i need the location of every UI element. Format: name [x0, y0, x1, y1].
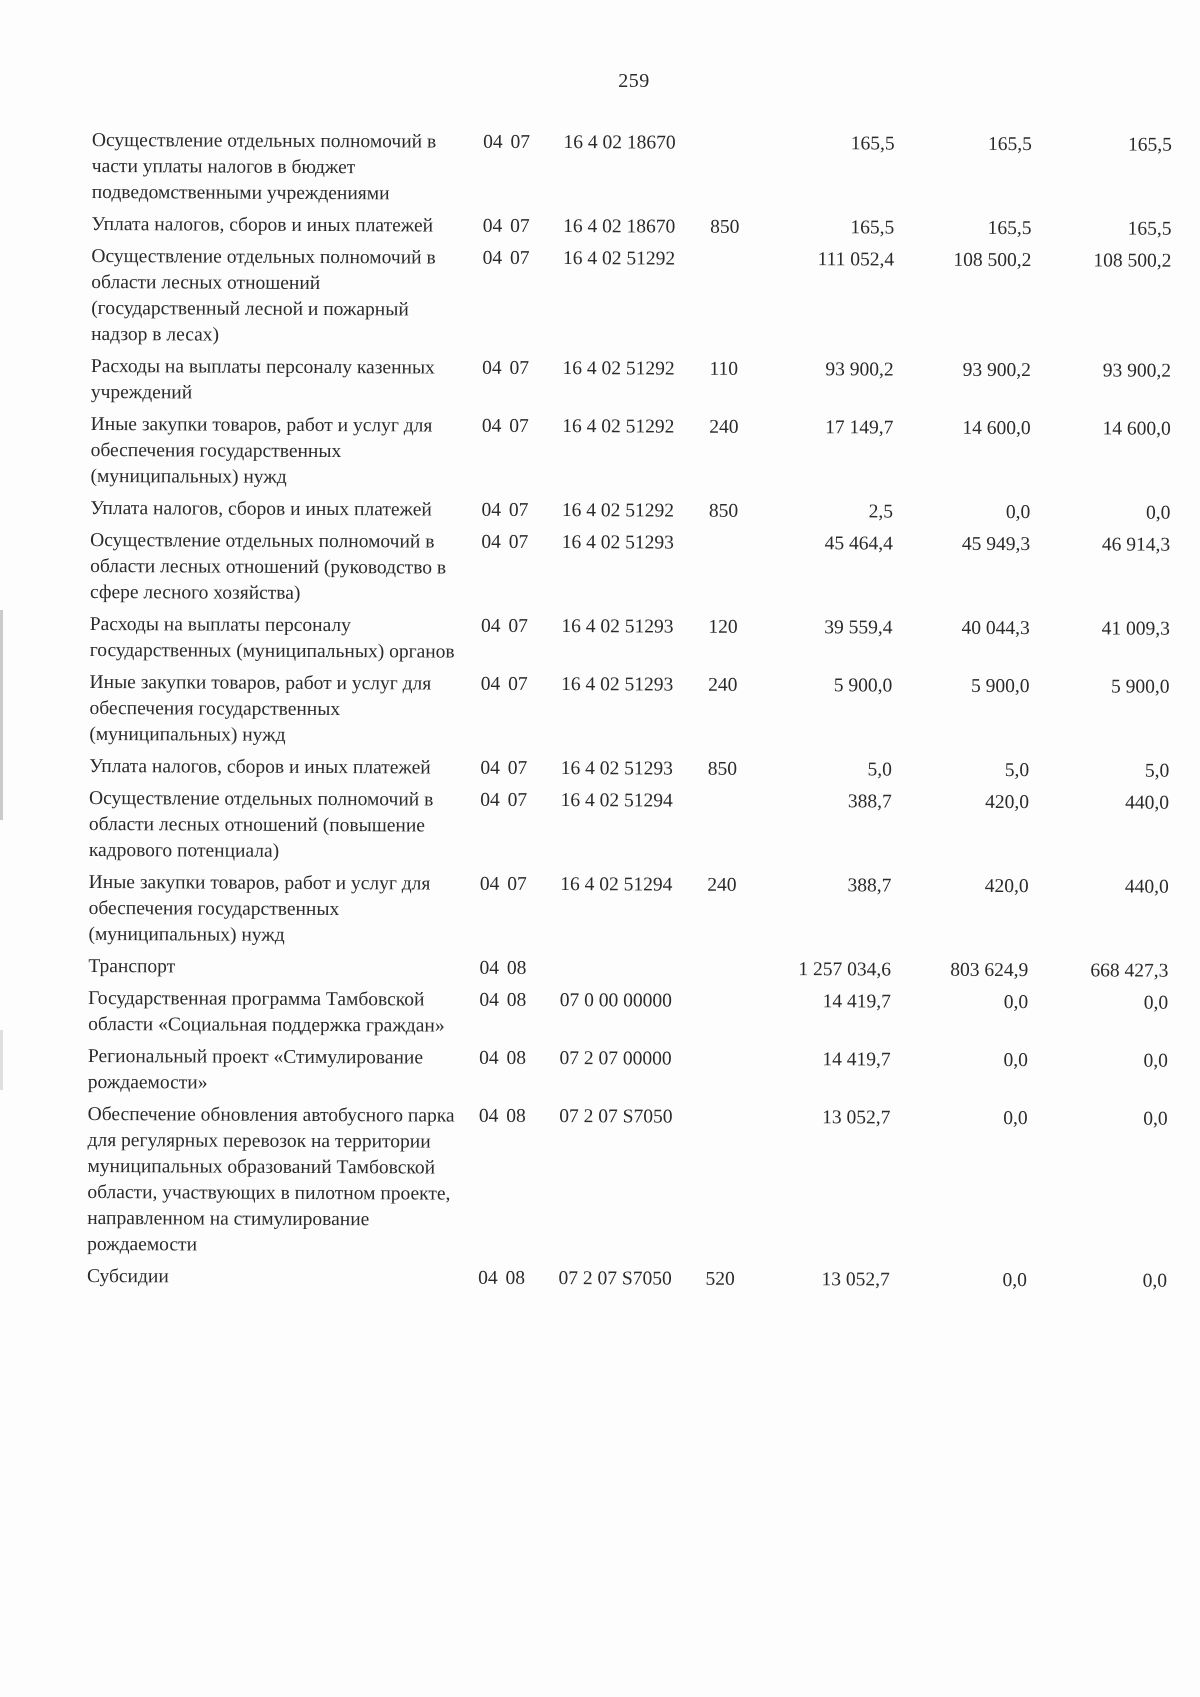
- section-code: 04 07: [482, 215, 530, 237]
- target-article-code: 16 4 02 51292: [562, 248, 676, 270]
- amount-year-1: 39 559,4: [824, 617, 893, 639]
- expense-type-code: 240: [709, 416, 739, 438]
- expense-name: Осуществление отдельных полномочий в области лесных отношений (государственный лесной и пожарный надзор в лесах): [91, 245, 436, 346]
- target-article-code: 16 4 02 51294: [560, 874, 673, 896]
- amount-year-2: 0,0: [1002, 1269, 1027, 1292]
- expense-type-code: 240: [707, 874, 737, 896]
- amount-year-1: 1 257 034,6: [798, 959, 892, 981]
- table-row: [88, 870, 1168, 959]
- target-article-code: 07 0 00 00000: [559, 990, 672, 1012]
- expense-name: Расходы на выплаты персоналу государственных (муниципальных) органов: [89, 613, 455, 663]
- table-row: [89, 670, 1169, 759]
- amount-year-3: 108 500,2: [1093, 250, 1172, 272]
- table-row: [90, 496, 1170, 533]
- amount-year-3: 0,0: [1145, 502, 1171, 524]
- amount-year-2: 93 900,2: [962, 359, 1031, 382]
- table-row: [92, 128, 1172, 217]
- target-article-code: 16 4 02 51293: [561, 532, 674, 554]
- amount-year-1: 388,7: [847, 791, 892, 813]
- budget-table: [87, 128, 1172, 1301]
- table-row: [91, 212, 1171, 249]
- section-code: 04 08: [478, 1105, 526, 1127]
- scan-edge-mark: [0, 1030, 3, 1090]
- expense-type-code: 520: [705, 1268, 735, 1290]
- amount-year-3: 165,5: [1128, 134, 1172, 156]
- amount-year-1: 14 419,7: [822, 1049, 891, 1071]
- amount-year-3: 0,0: [1142, 1270, 1168, 1292]
- table-row: [91, 354, 1171, 417]
- expense-name: Иные закупки товаров, работ и услуг для обеспечения государственных (муниципальных) нужд: [88, 871, 431, 946]
- expense-name: Иные закупки товаров, работ и услуг для обеспечения государственных (муниципальных) нужд: [89, 671, 432, 746]
- section-code: 04 07: [481, 415, 529, 437]
- expense-name: Осуществление отдельных полномочий в области лесных отношений (руководство в сфере лесного хозяйства): [89, 529, 447, 604]
- section-code: 04 08: [479, 1047, 527, 1069]
- scan-edge-mark: [0, 610, 3, 820]
- target-article-code: 07 2 07 00000: [559, 1048, 672, 1070]
- amount-year-2: 0,0: [1003, 1049, 1028, 1072]
- expense-name: Иные закупки товаров, работ и услуг для обеспечения государственных (муниципальных) нужд: [90, 413, 433, 488]
- section-code: 04 08: [479, 989, 527, 1011]
- target-article-code: 16 4 02 51293: [560, 758, 673, 780]
- amount-year-1: 17 149,7: [825, 417, 894, 439]
- target-article-code: [560, 956, 707, 957]
- table-row: [88, 986, 1168, 1049]
- table-row: [91, 244, 1171, 359]
- amount-year-2: 420,0: [985, 791, 1030, 814]
- table-row: [87, 1102, 1168, 1269]
- target-article-code: 16 4 02 51292: [562, 358, 675, 380]
- target-article-code: 16 4 02 51293: [561, 674, 674, 696]
- section-code: 04 07: [482, 357, 530, 379]
- amount-year-3: 14 600,0: [1102, 418, 1171, 440]
- amount-year-3: 440,0: [1124, 876, 1169, 898]
- expense-name: Обеспечение обновления автобусного парка для регулярных перевозок на территории муниципальных образований Тамбовской области, участвующих в пилотном проекте, направленном на стимулирование рождаемости: [87, 1103, 455, 1256]
- amount-year-2: 108 500,2: [953, 249, 1032, 272]
- section-code: 04 07: [480, 789, 528, 811]
- target-article-code: 16 4 02 51293: [561, 616, 674, 638]
- amount-year-1: 5,0: [867, 759, 892, 781]
- section-code: 04 07: [482, 247, 530, 269]
- amount-year-2: 165,5: [987, 133, 1032, 156]
- amount-year-2: 0,0: [1003, 1107, 1028, 1130]
- table-row: [87, 1264, 1167, 1301]
- amount-year-3: 5,0: [1144, 760, 1170, 782]
- expense-type-code: 110: [709, 358, 739, 380]
- table-row: [90, 412, 1170, 501]
- expense-type-code: 120: [708, 616, 738, 638]
- amount-year-2: 0,0: [1003, 991, 1029, 1014]
- expense-name: Региональный проект «Стимулирование рождаемости»: [87, 1045, 424, 1094]
- amount-year-2: 420,0: [984, 875, 1029, 898]
- amount-year-1: 165,5: [850, 133, 895, 155]
- amount-year-1: 13 052,7: [822, 1107, 891, 1129]
- section-code: 04 07: [483, 131, 531, 153]
- amount-year-1: 14 419,7: [822, 991, 891, 1013]
- expense-name: Государственная программа Тамбовской области «Социальная поддержка граждан»: [88, 987, 445, 1037]
- amount-year-1: 5 900,0: [833, 675, 893, 697]
- target-article-code: 16 4 02 51294: [560, 790, 673, 812]
- amount-year-3: 0,0: [1143, 1108, 1168, 1130]
- expense-name: Осуществление отдельных полномочий в части уплаты налогов в бюджет подведомственными учреждениями: [91, 129, 437, 205]
- amount-year-3: 93 900,2: [1102, 360, 1172, 382]
- target-article-code: 16 4 02 18670: [563, 216, 676, 238]
- amount-year-2: 45 949,3: [961, 533, 1031, 556]
- expense-type-code: 240: [708, 674, 738, 696]
- section-code: 04 07: [481, 499, 529, 521]
- table-row: [90, 612, 1170, 675]
- target-article-code: 07 2 07 S7050: [559, 1106, 673, 1128]
- amount-year-2: 5 900,0: [970, 675, 1030, 698]
- expense-name: Транспорт: [88, 955, 176, 978]
- page-number: 259: [618, 70, 650, 92]
- amount-year-3: 41 009,3: [1101, 618, 1170, 640]
- target-article-code: 16 4 02 51292: [561, 500, 675, 522]
- amount-year-3: 165,5: [1127, 218, 1172, 240]
- target-article-code: 07 2 07 S7050: [558, 1268, 672, 1290]
- amount-year-3: 46 914,3: [1101, 534, 1171, 556]
- amount-year-3: 0,0: [1143, 992, 1169, 1014]
- table-row: [89, 786, 1169, 875]
- section-code: 04 08: [479, 957, 527, 979]
- amount-year-1: 13 052,7: [821, 1269, 890, 1291]
- expense-type-code: 850: [707, 758, 738, 780]
- section-code: 04 07: [479, 873, 527, 895]
- amount-year-1: 2,5: [868, 501, 894, 523]
- amount-year-3: 0,0: [1143, 1050, 1168, 1072]
- amount-year-1: 111 052,4: [817, 249, 895, 271]
- amount-year-2: 803 624,9: [950, 959, 1029, 982]
- expense-name: Осуществление отдельных полномочий в области лесных отношений (повышение кадрового потенциала): [88, 787, 434, 862]
- section-code: 04 08: [478, 1267, 526, 1289]
- target-article-code: 16 4 02 51292: [562, 416, 675, 438]
- amount-year-2: 5,0: [1004, 759, 1030, 782]
- amount-year-2: 40 044,3: [961, 617, 1030, 640]
- target-article-code: 16 4 02 18670: [563, 132, 676, 154]
- expense-name: Субсидии: [86, 1265, 169, 1288]
- table-row: [88, 1044, 1168, 1107]
- table-row: [88, 954, 1168, 991]
- expense-name: Расходы на выплаты персоналу казенных учреждений: [90, 355, 435, 404]
- amount-year-3: 5 900,0: [1111, 676, 1170, 698]
- section-code: 04 07: [481, 615, 528, 637]
- expense-name: Уплата налогов, сборов и иных платежей: [90, 497, 432, 521]
- table-row: [89, 754, 1169, 791]
- amount-year-2: 14 600,0: [962, 417, 1031, 440]
- expense-type-code: 850: [708, 500, 739, 522]
- amount-year-2: 0,0: [1005, 501, 1031, 524]
- amount-year-1: 388,7: [847, 875, 892, 897]
- amount-year-1: 45 464,4: [824, 533, 893, 555]
- expense-type-code: 850: [710, 216, 740, 238]
- amount-year-1: 165,5: [850, 217, 895, 239]
- amount-year-3: 668 427,3: [1090, 960, 1169, 982]
- table-row: [90, 528, 1170, 617]
- expense-name: Уплата налогов, сборов и иных платежей: [91, 213, 434, 237]
- section-code: 04 07: [480, 757, 528, 779]
- amount-year-1: 93 900,2: [825, 359, 894, 381]
- amount-year-3: 440,0: [1125, 792, 1170, 814]
- section-code: 04 07: [481, 531, 529, 553]
- expense-name: Уплата налогов, сборов и иных платежей: [89, 755, 431, 779]
- section-code: 04 07: [480, 673, 528, 695]
- amount-year-2: 165,5: [987, 217, 1032, 240]
